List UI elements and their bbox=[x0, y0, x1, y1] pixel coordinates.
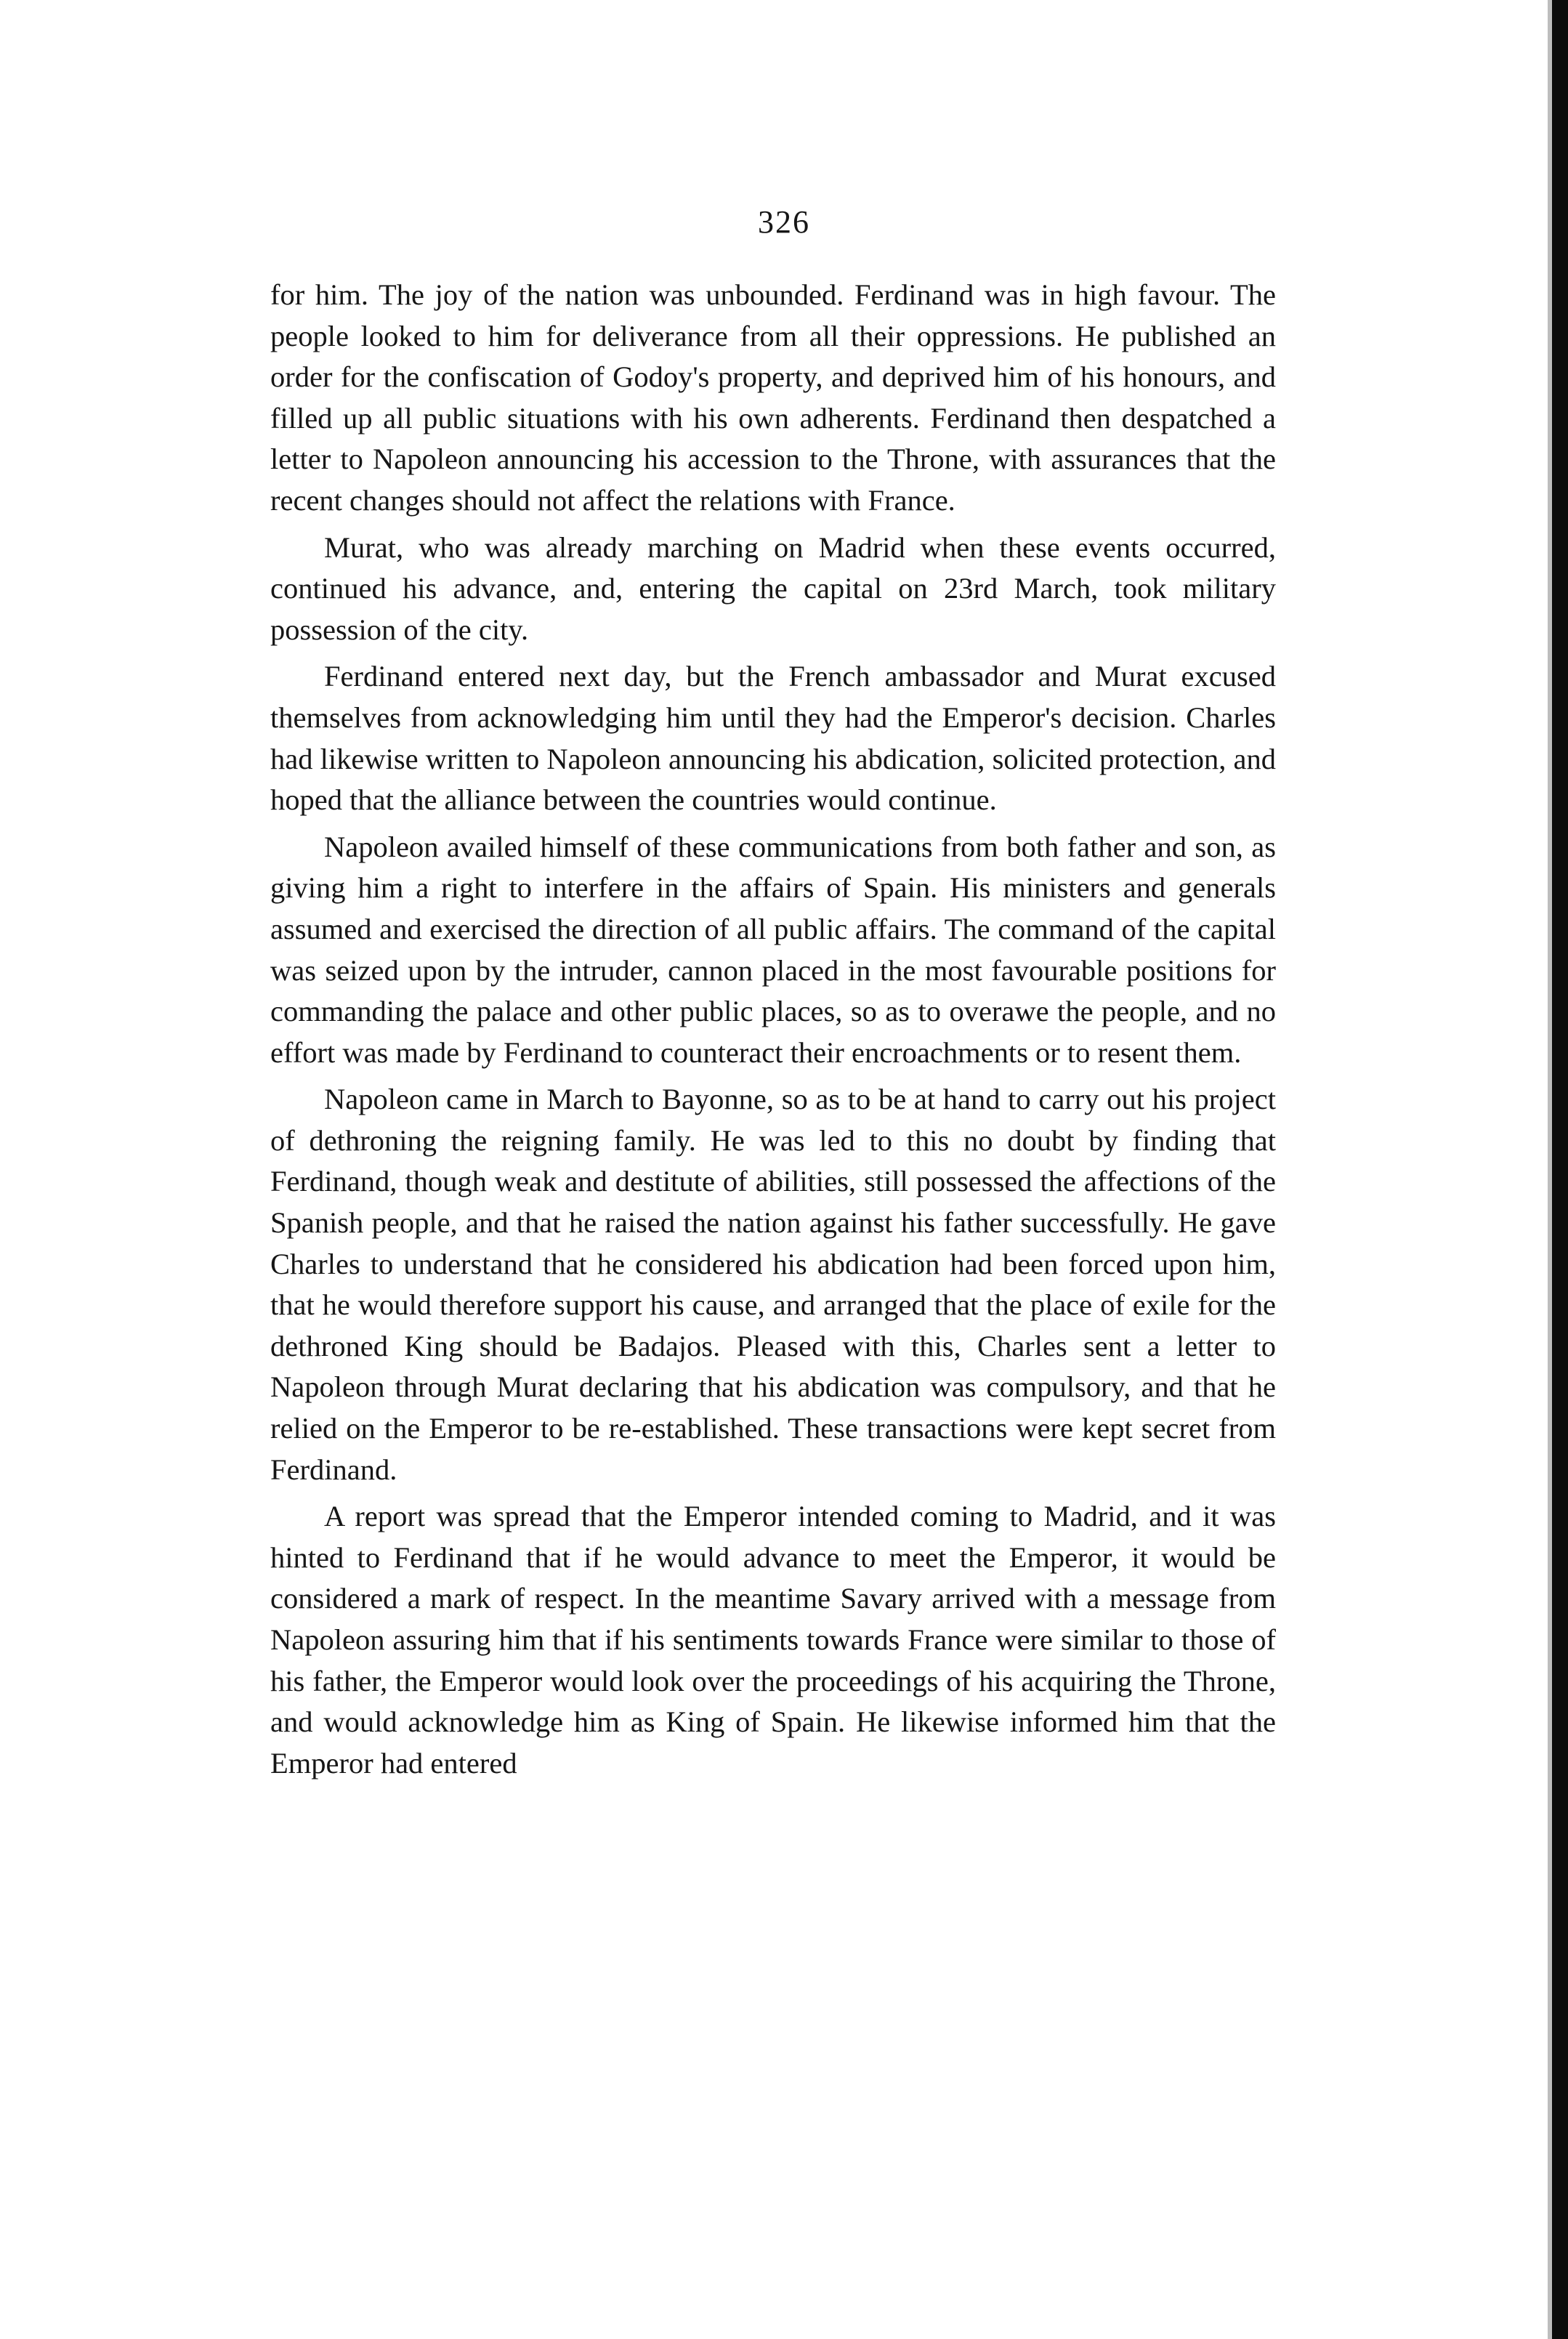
page-number: 326 bbox=[758, 204, 810, 240]
paragraph-4: Napoleon availed himself of these communications from both father and son, as giving him a right to interfere in the affairs of Spain. His ministers and generals assumed and exercised the direction of all public affairs. The command of the capital was seized upon by the intruder, cannon placed in the most favourable positions for commanding the palace and other public places, so as to overawe the people, and no effort was made by Ferdinand to counteract their encroachments or to resent them. bbox=[270, 830, 1276, 1069]
paragraph-1: for him. The joy of the nation was unbounded. Ferdinand was in high favour. The people looked to him for deliverance from all their oppressions. He published an order for the confiscation of Godoy's property, and deprived him of his honours, and filled up all public situations with his own adherents. Ferdinand then despatched a letter to Napoleon announcing his accession to the Throne, with assurances that the recent changes should not affect the relations with France. bbox=[270, 278, 1276, 517]
body-text bbox=[270, 275, 1276, 1790]
paragraph-5: Napoleon came in March to Bayonne, so as to be at hand to carry out his project of dethroning the reigning family. He was led to this no doubt by finding that Ferdinand, though weak and destitute of abilities, still possessed the affections of the Spanish people, and that he raised the nation against his father successfully. He gave Charles to understand that he considered his abdication had been forced upon him, that he would therefore support his cause, and arranged that the place of exile for the dethroned King should be Badajos. Pleased with this, Charles sent a letter to Napoleon through Murat declaring that his abdication was compulsory, and that he relied on the Emperor to be re-established. These transactions were kept secret from Ferdinand. bbox=[270, 1083, 1276, 1486]
paragraph-2: Murat, who was already marching on Madrid when these events occurred, continued his advance, and, entering the capital on 23rd March, took military possession of the city. bbox=[270, 530, 1276, 646]
paragraph-3: Ferdinand entered next day, but the French ambassador and Murat excused themselves from acknowledging him until they had the Emperor's decision. Charles had likewise written to Napoleon announcing his abdication, solicited protection, and hoped that the alliance between the countries would continue. bbox=[270, 660, 1276, 817]
paragraph-6: A report was spread that the Emperor intended coming to Madrid, and it was hinted to Ferdinand that if he would advance to meet the Emperor, it would be considered a mark of respect. In the meantime Savary arrived with a message from Napoleon assuring him that if his sentiments towards France were similar to those of his father, the Emperor would look over the proceedings of his acquiring the Throne, and would acknowledge him as King of Spain. He likewise informed him that the Emperor had entered bbox=[270, 1500, 1276, 1780]
page-edge-binding bbox=[1552, 0, 1568, 2339]
